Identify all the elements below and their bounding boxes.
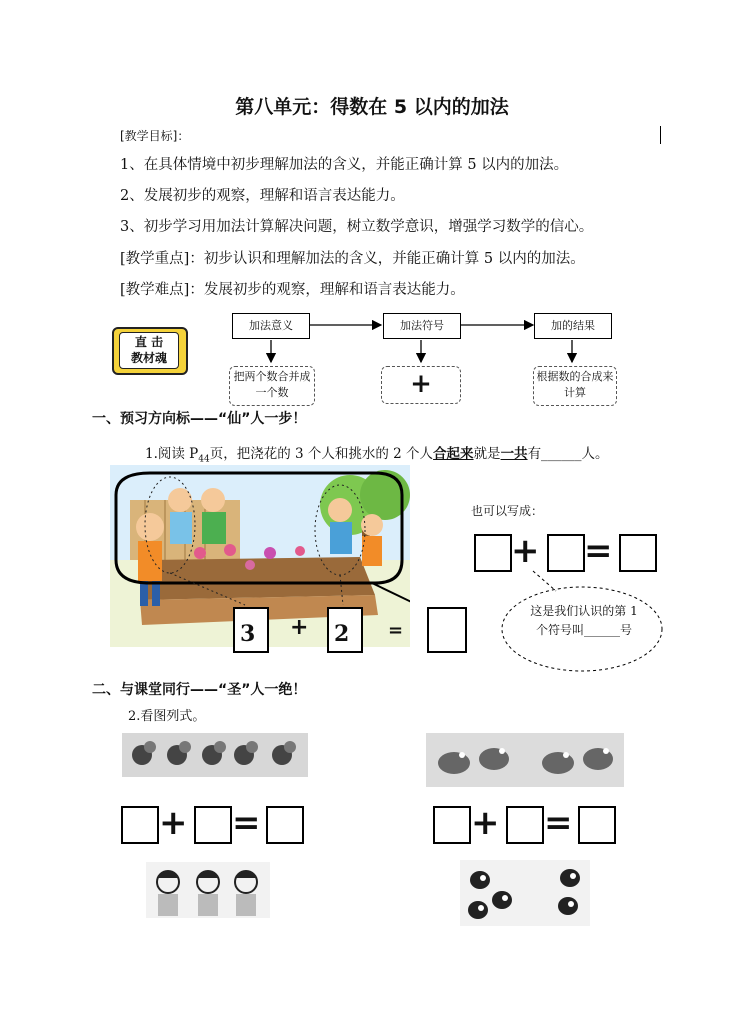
section1-heading: 一、预习方向标——“仙”人一步！ <box>92 411 307 427</box>
objectives-header: [教学目标]： <box>120 129 190 143</box>
eq2b-box-2[interactable] <box>506 806 544 844</box>
eq-plus: + <box>511 531 540 571</box>
q1-combine: 合起来 <box>433 446 474 462</box>
objective-1: 1、在具体情境中初步理解加法的含义，并能正确计算 5 以内的加法。 <box>120 157 569 173</box>
q1-end: 有______人。 <box>527 446 609 462</box>
squirrels-picture <box>122 733 308 777</box>
plus-sign-illus: + <box>290 615 309 640</box>
flow-box-sign: 加法符号 <box>383 313 461 339</box>
question-1 <box>145 442 609 465</box>
question-2: 2.看图列式。 <box>128 709 206 724</box>
q1-total: 一共 <box>500 446 528 462</box>
flow-note-result: 根据数的合成来计算 <box>533 366 617 406</box>
eq2b-equals: = <box>544 803 573 843</box>
eq2a-plus: + <box>159 803 188 843</box>
penguins-picture <box>460 860 590 926</box>
equals-sign-illus: = <box>388 620 404 641</box>
birds-picture <box>426 733 624 787</box>
number-2: 2 <box>334 621 350 647</box>
page-title: 第八单元：得数在 5 以内的加法 <box>235 96 509 118</box>
flow-box-result: 加的结果 <box>534 313 612 339</box>
flow-note-sign: + <box>381 366 461 404</box>
flow-box-meaning: 加法意义 <box>232 313 310 339</box>
q1-page: 44 <box>198 454 210 465</box>
eq2b-box-1[interactable] <box>433 806 471 844</box>
eq2a-equals: = <box>232 803 261 843</box>
objective-3: 3、初步学习用加法计算解决问题，树立数学意识，增强学习数学的信心。 <box>120 219 594 235</box>
answer-box-total[interactable] <box>427 607 467 653</box>
key-point: [教学重点]：初步认识和理解加法的含义，并能正确计算 5 以内的加法。 <box>120 251 585 267</box>
eq2b-plus: + <box>471 803 500 843</box>
eq2a-box-1[interactable] <box>121 806 159 844</box>
badge-line2: 教材魂 <box>130 351 167 365</box>
children-picture <box>146 862 270 918</box>
flow-note-meaning: 把两个数合并成一个数 <box>229 366 315 406</box>
section2-heading: 二、与课堂同行——“圣”人一绝！ <box>92 682 307 698</box>
eq2a-box-3[interactable] <box>266 806 304 844</box>
flow-arrows <box>0 300 744 410</box>
bubble-text: 这是我们认识的第 1 个符号叫______号 <box>530 604 638 637</box>
q1-mid2: 就是 <box>473 446 501 462</box>
also-write-label: 也可以写成： <box>471 504 544 518</box>
difficulty: [教学难点]：发展初步的观察，理解和语言表达能力。 <box>120 282 465 298</box>
eq-equals: = <box>584 531 613 571</box>
number-3: 3 <box>240 621 256 647</box>
q1-prefix: 1.阅读 P <box>145 446 199 462</box>
badge-line1: 直 击 <box>134 335 164 349</box>
eq2a-box-2[interactable] <box>194 806 232 844</box>
objective-2: 2、发展初步的观察，理解和语言表达能力。 <box>120 188 405 204</box>
q1-mid: 页，把浇花的 3 个人和挑水的 2 个人 <box>209 446 434 462</box>
eq2b-box-3[interactable] <box>578 806 616 844</box>
text-cursor <box>660 126 661 144</box>
